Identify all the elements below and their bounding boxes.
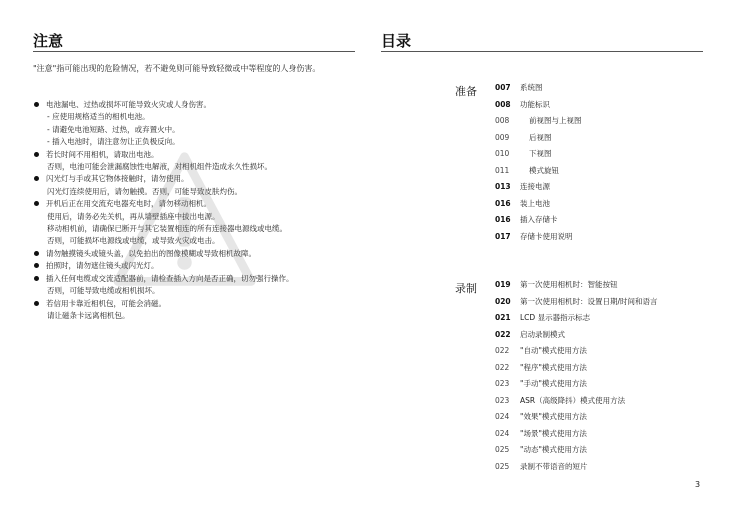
toc-entry[interactable] bbox=[495, 229, 715, 246]
caution-bullet: 闪光灯与手或其它物体接触时，请勿使用。 bbox=[33, 173, 363, 185]
toc-entry[interactable] bbox=[495, 442, 715, 459]
toc-page-number: 008 bbox=[495, 99, 511, 109]
toc-page-number: 019 bbox=[495, 280, 511, 289]
toc-entry[interactable] bbox=[495, 97, 715, 114]
toc-page-number: 024 bbox=[495, 412, 510, 421]
toc-page-number: 009 bbox=[495, 132, 510, 142]
toc-title: 启动录制模式 bbox=[520, 329, 565, 339]
toc-title: "程序"模式使用方法 bbox=[520, 362, 587, 372]
toc-title: "效果"模式使用方法 bbox=[520, 412, 587, 421]
toc-entry[interactable] bbox=[495, 80, 715, 97]
caution-bullet: 请勿触摸镜头或镜头盖，以免拍出的图像模糊或导致相机故障。 bbox=[33, 248, 363, 260]
toc-title: 下视图 bbox=[529, 149, 552, 158]
warning-triangle-watermark bbox=[112, 148, 257, 293]
caution-text-line: - 应使用规格适当的相机电池。 bbox=[47, 112, 150, 122]
toc-entry[interactable] bbox=[495, 130, 715, 147]
toc-title: 前视图与上视图 bbox=[529, 116, 582, 125]
toc-entry[interactable] bbox=[495, 113, 715, 130]
toc-entry[interactable] bbox=[495, 277, 715, 294]
toc-page-number: 016 bbox=[495, 215, 511, 224]
section-label-prepare: 准备 bbox=[455, 85, 477, 98]
toc-title: 功能标识 bbox=[520, 99, 550, 109]
toc-page-number: 025 bbox=[495, 461, 510, 471]
toc-entry[interactable] bbox=[495, 212, 715, 229]
page-number: 3 bbox=[695, 480, 701, 489]
toc-title: 存储卡使用说明 bbox=[520, 231, 573, 241]
toc-title: 装上电池 bbox=[520, 198, 550, 208]
toc-title: "自动"模式使用方法 bbox=[520, 346, 587, 355]
caution-text-line: 闪光灯连续使用后，请勿触摸。否则，可能导致皮肤灼伤。 bbox=[47, 186, 242, 196]
caution-text-line: 否则，可能损坏电源线或电缆，或导致火灾或电击。 bbox=[47, 236, 220, 246]
toc-page-number: 007 bbox=[495, 83, 511, 92]
toc-entry[interactable] bbox=[495, 343, 715, 360]
toc-page-number: 022 bbox=[495, 329, 511, 339]
caution-bullet: 开机后正在用交流充电器充电时，请勿移动相机。 bbox=[33, 198, 363, 210]
caution-text-line: 否则，可能导致电缆或相机损坏。 bbox=[47, 286, 160, 296]
toc-page-number: 025 bbox=[495, 445, 510, 454]
caution-bullet: 插入任何电缆或交流适配器前，请检查插入方向是否正确，切勿强行操作。 bbox=[33, 273, 363, 285]
toc-page-number: 023 bbox=[495, 379, 510, 388]
toc-page-number: 022 bbox=[495, 346, 510, 355]
toc-page-number: 024 bbox=[495, 428, 510, 438]
contents-heading: 目录 bbox=[381, 32, 412, 50]
section-label-record: 录制 bbox=[455, 282, 477, 295]
toc-title: 系统图 bbox=[520, 83, 543, 92]
toc-page-number: 016 bbox=[495, 198, 511, 208]
caution-text-line: 否则，电池可能会泄漏腐蚀性电解液，对相机组件造成永久性损坏。 bbox=[47, 162, 272, 172]
toc-page-number: 011 bbox=[495, 165, 510, 175]
caution-bullet: 若信用卡靠近相机包，可能会消磁。 bbox=[33, 298, 363, 310]
contents-heading-rule bbox=[381, 51, 703, 52]
toc-entry[interactable] bbox=[495, 360, 715, 377]
caution-text-line: - 插入电池时，请注意勿让正负极反向。 bbox=[47, 137, 180, 147]
toc-title: "手动"模式使用方法 bbox=[520, 379, 587, 388]
toc-page-number: 022 bbox=[495, 362, 510, 372]
toc-title: "场景"模式使用方法 bbox=[520, 428, 587, 438]
caution-bullet: 拍照时，请勿遮住镜头或闪光灯。 bbox=[33, 260, 363, 272]
toc-page-number: 021 bbox=[495, 313, 511, 322]
caution-text-line: - 请避免电池短路、过热，或弃置火中。 bbox=[47, 124, 180, 134]
toc-entry[interactable] bbox=[495, 179, 715, 196]
caution-text-line: 使用后，请务必先关机，再从墙壁插座中拔出电源。 bbox=[47, 211, 220, 221]
toc-entry[interactable] bbox=[495, 393, 715, 410]
toc-title: 连接电源 bbox=[520, 182, 550, 191]
toc-page-number: 020 bbox=[495, 296, 511, 306]
caution-bullet: 若长时间不用相机，请取出电池。 bbox=[33, 149, 363, 161]
caution-heading-rule bbox=[33, 51, 355, 52]
toc-title: LCD 显示器指示标志 bbox=[520, 313, 591, 322]
toc-title: 第一次使用相机时：设置日期/时间和语言 bbox=[520, 296, 658, 306]
toc-entry[interactable] bbox=[495, 146, 715, 163]
toc-entry[interactable] bbox=[495, 163, 715, 180]
caution-intro: "注意"指可能出现的危险情况，若不避免则可能导致轻微或中等程度的人身伤害。 bbox=[33, 64, 321, 73]
toc-page-number: 023 bbox=[495, 395, 510, 405]
toc-title: 第一次使用相机时：智能按钮 bbox=[520, 280, 618, 289]
toc-title: ASR（高级降抖）模式使用方法 bbox=[520, 395, 626, 405]
toc-prepare bbox=[495, 80, 715, 245]
caution-bullet: 电池漏电、过热或损坏可能导致火灾或人身伤害。 bbox=[33, 99, 363, 111]
toc-title: 插入存储卡 bbox=[520, 215, 558, 224]
toc-entry[interactable] bbox=[495, 327, 715, 344]
toc-title: 后视图 bbox=[529, 132, 552, 142]
caution-text-line: 移动相机前，请确保已断开与其它装置相连的所有连接器电源线或电缆。 bbox=[47, 224, 287, 234]
toc-title: 模式旋钮 bbox=[529, 165, 559, 175]
toc-entry[interactable] bbox=[495, 310, 715, 327]
toc-page-number: 013 bbox=[495, 182, 511, 191]
toc-page-number: 008 bbox=[495, 116, 510, 125]
toc-entry[interactable] bbox=[495, 196, 715, 213]
toc-record bbox=[495, 277, 715, 475]
toc-page-number: 010 bbox=[495, 149, 510, 158]
caution-heading: 注意 bbox=[33, 32, 64, 50]
toc-entry[interactable] bbox=[495, 294, 715, 311]
toc-entry[interactable] bbox=[495, 426, 715, 443]
toc-title: "动态"模式使用方法 bbox=[520, 445, 587, 454]
caution-text-line: 请让磁条卡远离相机包。 bbox=[47, 310, 130, 320]
toc-entry[interactable] bbox=[495, 376, 715, 393]
toc-entry[interactable] bbox=[495, 409, 715, 426]
toc-title: 录制不带语音的短片 bbox=[520, 461, 588, 471]
toc-page-number: 017 bbox=[495, 231, 511, 241]
toc-entry[interactable] bbox=[495, 459, 715, 476]
